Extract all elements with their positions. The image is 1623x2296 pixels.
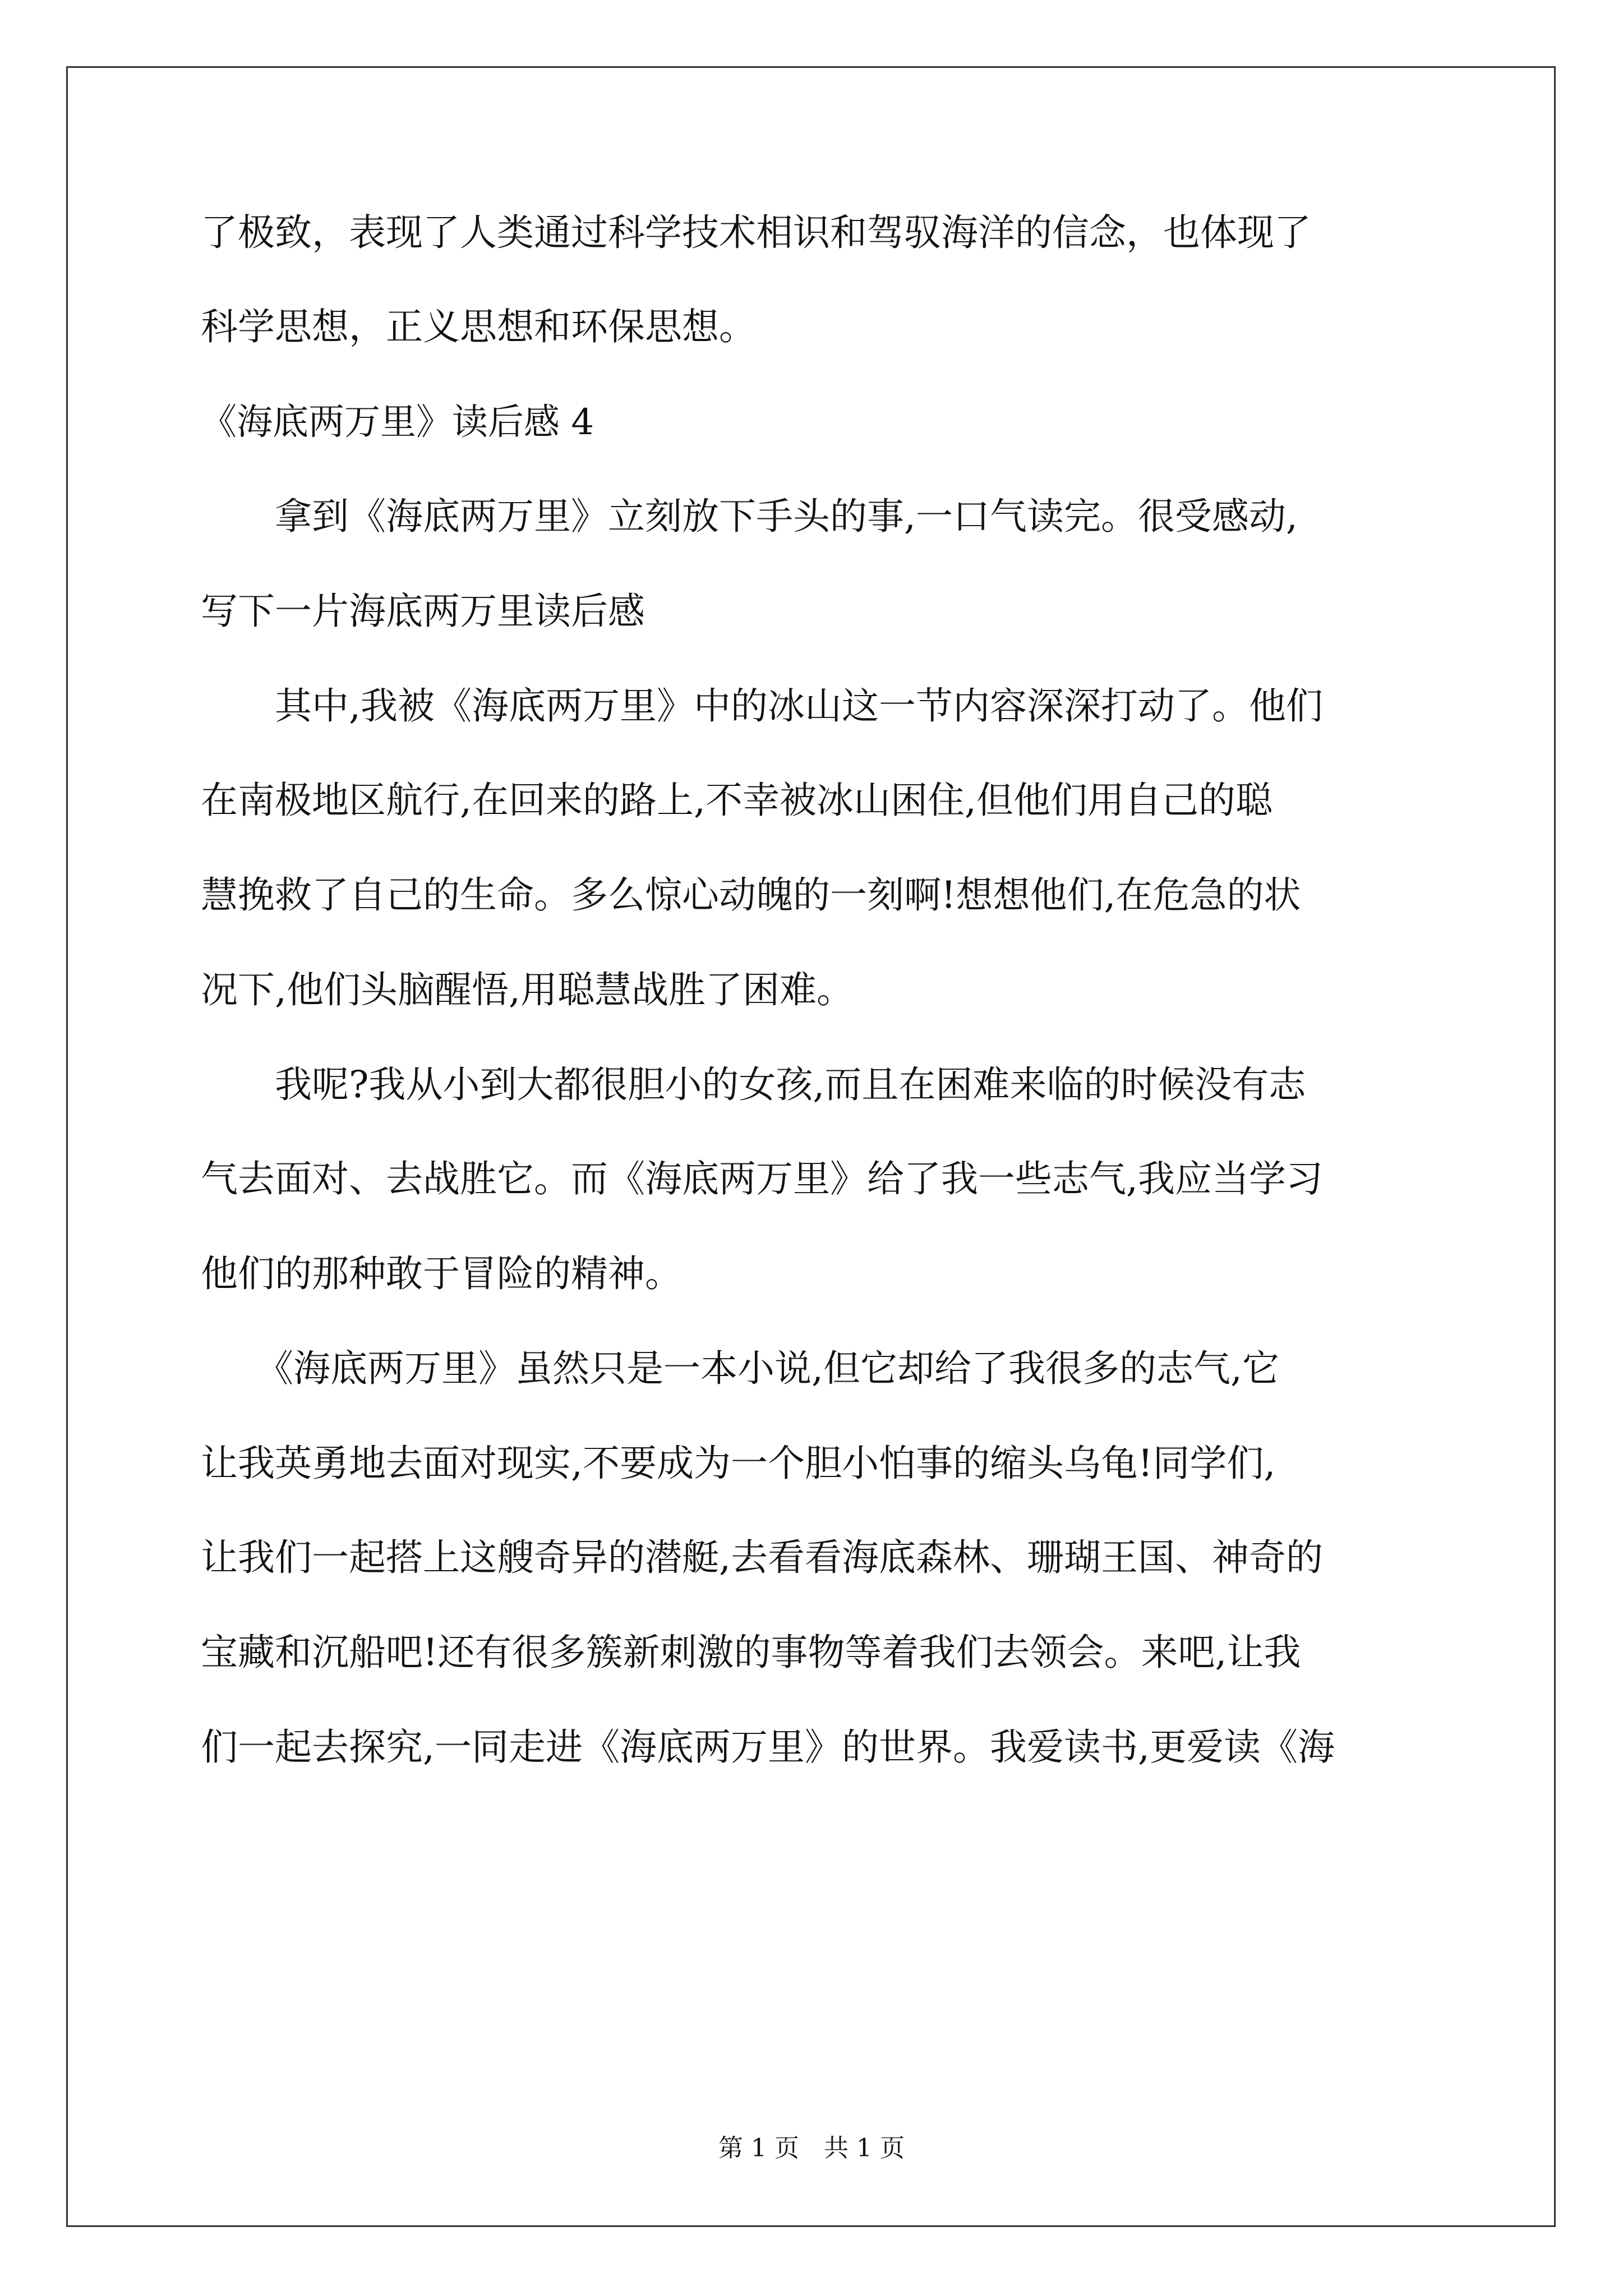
text-line: 科学思想，正义思想和环保思想。 xyxy=(201,305,756,348)
text-line: 《海底两万里》虽然只是一本小说,但它却给了我很多的志气,它 xyxy=(201,1347,1279,1390)
text-line: 宝藏和沉船吧!还有很多簇新刺激的事物等着我们去领会。来吧,让我 xyxy=(201,1631,1301,1674)
text-line: 拿到《海底两万里》立刻放下手头的事,一口气读完。很受感动, xyxy=(201,495,1298,538)
text-line: 让我英勇地去面对现实,不要成为一个胆小怕事的缩头乌龟!同学们, xyxy=(201,1442,1276,1485)
page-number: 第 1 页 共 1 页 xyxy=(718,2134,905,2162)
text-line: 在南极地区航行,在回来的路上,不幸被冰山困住,但他们用自己的聪 xyxy=(201,779,1272,822)
text-line: 他们的那种敢于冒险的精神。 xyxy=(201,1252,682,1295)
text-line: 了极致，表现了人类通过科学技术相识和驾驭海洋的信念，也体现了 xyxy=(201,211,1311,254)
text-line: 写下一片海底两万里读后感 xyxy=(201,590,645,633)
text-line: 们一起去探究,一同走进《海底两万里》的世界。我爱读书,更爱读《海 xyxy=(201,1726,1335,1769)
section-title: 《海底两万里》读后感 4 xyxy=(201,402,594,443)
text-line: 其中,我被《海底两万里》中的冰山这一节内容深深打动了。他们 xyxy=(201,684,1323,728)
text-line: 况下,他们头脑醒悟,用聪慧战胜了困难。 xyxy=(201,968,854,1011)
text-line: 我呢?我从小到大都很胆小的女孩,而且在困难来临的时候没有志 xyxy=(201,1063,1306,1106)
text-line: 慧挽救了自己的生命。多么惊心动魄的一刻啊!想想他们,在危急的状 xyxy=(201,873,1301,917)
text-line: 气去面对、去战胜它。而《海底两万里》给了我一些志气,我应当学习 xyxy=(201,1157,1323,1200)
text-line: 让我们一起搭上这艘奇异的潜艇,去看看海底森林、珊瑚王国、神奇的 xyxy=(201,1536,1323,1579)
page-border xyxy=(66,66,1556,2227)
